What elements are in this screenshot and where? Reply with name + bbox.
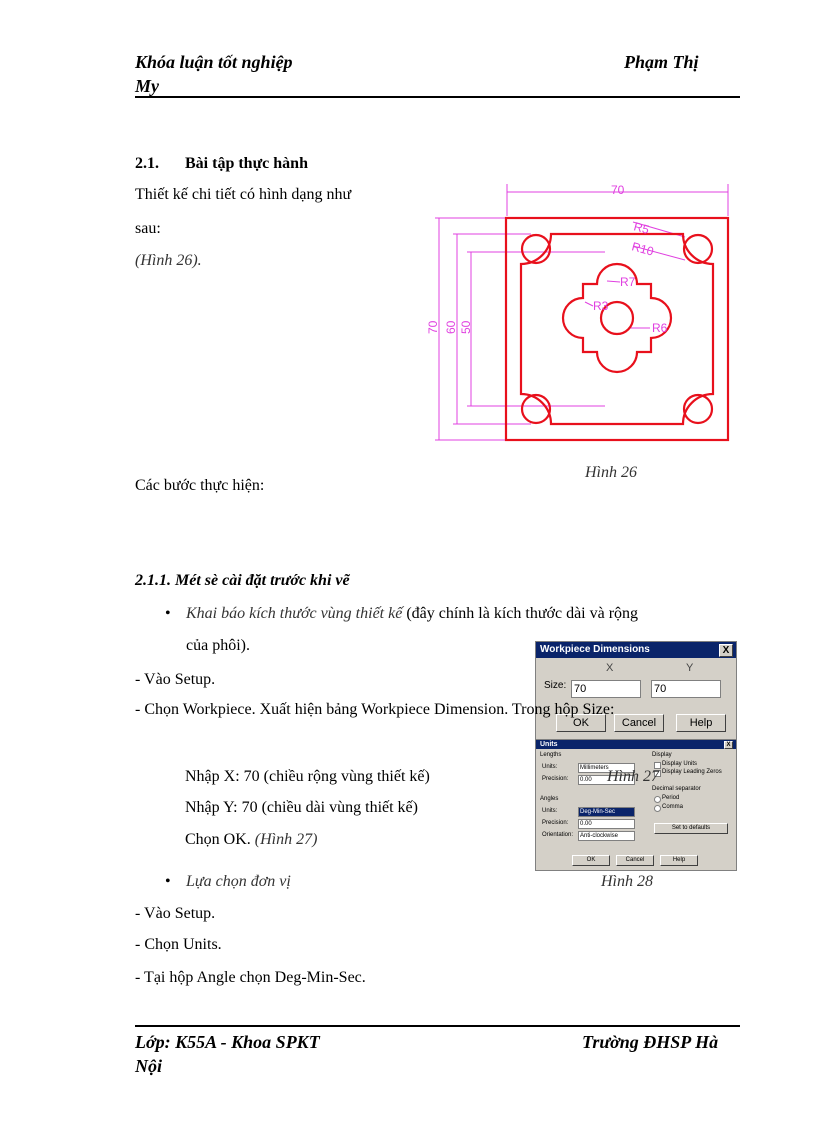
fig28-caption: Hình 28 (601, 873, 653, 890)
units-ok-button[interactable]: OK (572, 855, 610, 866)
angle-precision-label: Precision: (542, 820, 569, 826)
intro-line1: Thiết kế chi tiết có hình dạng như (135, 186, 352, 203)
header-left-line2: My (135, 76, 159, 96)
intro-line2: sau: (135, 220, 161, 237)
bullet1-text (186, 605, 746, 623)
step-workpiece: - Chọn Workpiece. Xuất hiện bảng Workpiece Dimension. Trong hộp Size: (135, 701, 615, 718)
header-rule (135, 96, 740, 98)
section-title: Bài tập thực hành (185, 155, 308, 172)
period-label: Period (662, 795, 680, 801)
col-x-label: X (606, 662, 614, 674)
footer-left-line2: Nội (135, 1056, 162, 1076)
r5-label: R5 (632, 219, 651, 237)
units-help-button[interactable]: Help (660, 855, 698, 866)
units-label: Units: (542, 764, 558, 770)
r3-label: R3 (593, 299, 609, 313)
orientation-label: Orientation: (542, 832, 574, 838)
workpiece-dialog (535, 641, 737, 741)
angle-units-select[interactable]: Deg-Min-Sec (578, 807, 635, 817)
col-y-label: Y (686, 662, 694, 674)
comma-radio[interactable] (654, 805, 661, 812)
orientation-select[interactable]: Anti-clockwise (578, 831, 635, 841)
input-x-text: Nhập X: 70 (chiều rộng vùng thiết kế) (185, 768, 430, 785)
comma-label: Comma (662, 804, 684, 810)
r7-label: R7 (620, 275, 636, 289)
set-default-button[interactable]: Set to defaults (654, 823, 728, 834)
technical-drawing (415, 182, 740, 450)
footer-right: Trường ĐHSP Hà (582, 1032, 719, 1052)
help-button[interactable]: Help (676, 714, 726, 732)
units-close-icon[interactable]: X (724, 741, 733, 749)
choose-ok-ref: (Hình 27) (254, 831, 318, 848)
subsection-title: 2.1.1. Mét sè cài đặt trước khi vẽ (135, 572, 350, 589)
period-radio[interactable] (654, 796, 661, 803)
lengths-label: Lengths (540, 752, 562, 758)
bullet2-text: Lựa chọn đơn vị (186, 873, 291, 890)
bullet2-dot: • (165, 873, 171, 890)
choose-ok-text (185, 831, 317, 849)
close-icon[interactable]: X (719, 644, 733, 657)
dim-70-label: 70 (426, 320, 440, 334)
angle-precision-select[interactable]: 0.00 (578, 819, 635, 829)
units-select[interactable]: Millimeters (578, 763, 635, 773)
fig27-caption: Hình 27 (607, 768, 659, 785)
fig26-caption: Hình 26 (585, 464, 637, 481)
units-dialog (535, 739, 737, 871)
step-units: - Chọn Units. (135, 936, 222, 953)
precision-label: Precision: (542, 776, 569, 782)
workpiece-dialog-title-text: Workpiece Dimensions (540, 644, 650, 655)
display-units-label: Display Units (662, 761, 698, 767)
workpiece-dialog-title (536, 642, 736, 658)
bullet1-rest: (đây chính là kích thước dài và rộng (402, 605, 639, 622)
angles-label: Angles (540, 796, 559, 802)
dim-50-label: 50 (459, 320, 473, 334)
steps-label: Các bước thực hiện: (135, 477, 265, 494)
section-number: 2.1. (135, 155, 159, 172)
decimal-sep-label: Decimal separator (652, 786, 701, 792)
step-angle: - Tại hộp Angle chọn Deg-Min-Sec. (135, 969, 366, 986)
x-input[interactable]: 70 (571, 680, 641, 698)
display-leading-label: Display Leading Zeros (662, 769, 722, 775)
display-label: Display (652, 752, 672, 758)
header-right: Phạm Thị (624, 52, 699, 72)
bullet1-italic: Khai báo kích thước vùng thiết kế (186, 605, 403, 622)
footer-rule (135, 1025, 740, 1027)
dim-60-label: 60 (444, 320, 458, 334)
r10-label: R10 (630, 239, 656, 259)
dim-top-label: 70 (611, 183, 625, 197)
units-cancel-button[interactable]: Cancel (616, 855, 654, 866)
size-label: Size: (544, 680, 567, 691)
bullet1-line2: của phôi). (186, 637, 250, 654)
header-left: Khóa luận tốt nghiệp (135, 52, 293, 72)
intro-ref: (Hình 26). (135, 252, 202, 269)
cancel-button[interactable]: Cancel (614, 714, 664, 732)
angle-units-label: Units: (542, 808, 558, 814)
ok-button[interactable]: OK (556, 714, 606, 732)
units-dialog-title-text: Units (540, 741, 558, 748)
footer-left: Lớp: K55A - Khoa SPKT (135, 1032, 320, 1052)
choose-ok-main: Chọn OK. (185, 831, 251, 848)
y-input[interactable]: 70 (651, 680, 721, 698)
precision-select[interactable]: 0.00 (578, 775, 635, 785)
step-setup2: - Vào Setup. (135, 905, 216, 922)
step-setup: - Vào Setup. (135, 671, 216, 688)
units-dialog-title (536, 740, 736, 749)
bullet1-dot: • (165, 605, 171, 622)
input-y-text: Nhập Y: 70 (chiều dài vùng thiết kế) (185, 799, 418, 816)
r6-label: R6 (652, 321, 668, 335)
